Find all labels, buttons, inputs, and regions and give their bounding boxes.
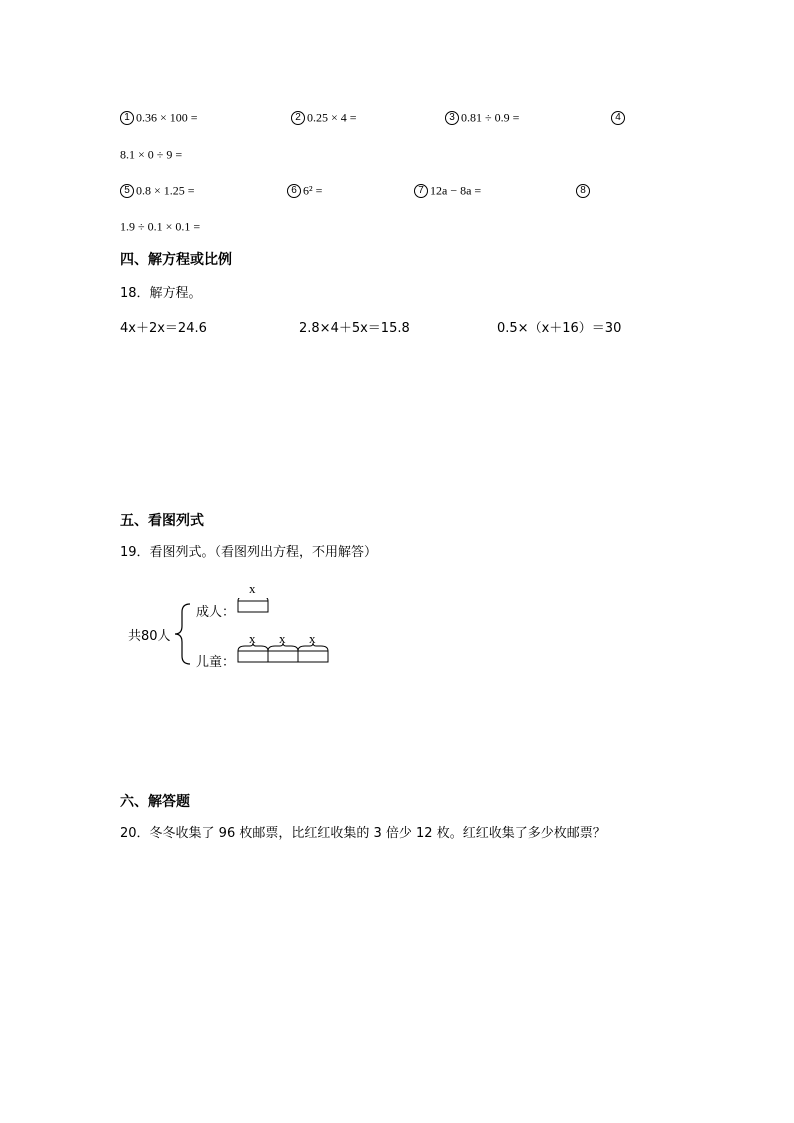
calc-item-4-expression (120, 146, 182, 163)
calc-expression: 0.8 × 1.25 = (136, 183, 195, 198)
calc-expression: 1.9 ÷ 0.1 × 0.1 = (120, 219, 201, 234)
child-segment (268, 651, 298, 662)
calc-expression: 12a − 8a = (430, 183, 482, 198)
adult-segment (238, 601, 268, 612)
child-variable-3: x (309, 631, 316, 646)
item-number: 7 (414, 184, 428, 198)
section-5-heading: 五、看图列式 (120, 513, 204, 529)
equation-3: 0.5×（x＋16）＝30 (497, 321, 622, 336)
item-number: 6 (287, 184, 301, 198)
item-number: 3 (445, 111, 459, 125)
adult-variable: x (249, 581, 256, 596)
calc-expression: 0.25 × 4 = (307, 110, 357, 125)
question-19: 19．看图列式。（看图列出方程，不用解答） (120, 545, 378, 560)
section-4-heading: 四、解方程或比例 (120, 252, 232, 268)
child-segment (238, 651, 268, 662)
calc-item-7 (414, 182, 481, 199)
calc-item-1 (120, 109, 198, 126)
equation-2: 2.8×4＋5x＝15.8 (299, 321, 410, 336)
child-label: 儿童： (196, 655, 236, 670)
child-segment (298, 651, 328, 662)
calc-expression: 0.36 × 100 = (136, 110, 198, 125)
adult-label: 成人： (196, 605, 236, 620)
item-number: 2 (291, 111, 305, 125)
calc-item-3 (445, 109, 519, 126)
item-number: 4 (611, 111, 625, 125)
calc-expression: 8.1 × 0 ÷ 9 = (120, 147, 183, 162)
total-brace (175, 604, 190, 664)
item-number: 8 (576, 184, 590, 198)
child-variable-1: x (249, 631, 256, 646)
calc-item-4-number (611, 109, 627, 125)
child-variable-2: x (279, 631, 286, 646)
calc-item-5 (120, 182, 195, 199)
calc-item-6 (287, 182, 322, 199)
calc-expression: 0.81 ÷ 0.9 = (461, 110, 520, 125)
calc-item-2 (291, 109, 357, 126)
question-20: 20．冬冬收集了 96 枚邮票，比红红收集的 3 倍少 12 枚。红红收集了多少枚邮票？ (120, 826, 606, 841)
question-18: 18．解方程。 (120, 286, 202, 301)
calc-item-8-number (576, 182, 592, 198)
calc-item-8-expression (120, 218, 200, 235)
item-number: 1 (120, 111, 134, 125)
equation-1: 4x＋2x＝24.6 (120, 321, 207, 336)
section-6-heading: 六、解答题 (120, 794, 190, 810)
item-number: 5 (120, 184, 134, 198)
total-label: 共80人 (128, 629, 171, 644)
calc-expression: 6² = (303, 183, 323, 198)
